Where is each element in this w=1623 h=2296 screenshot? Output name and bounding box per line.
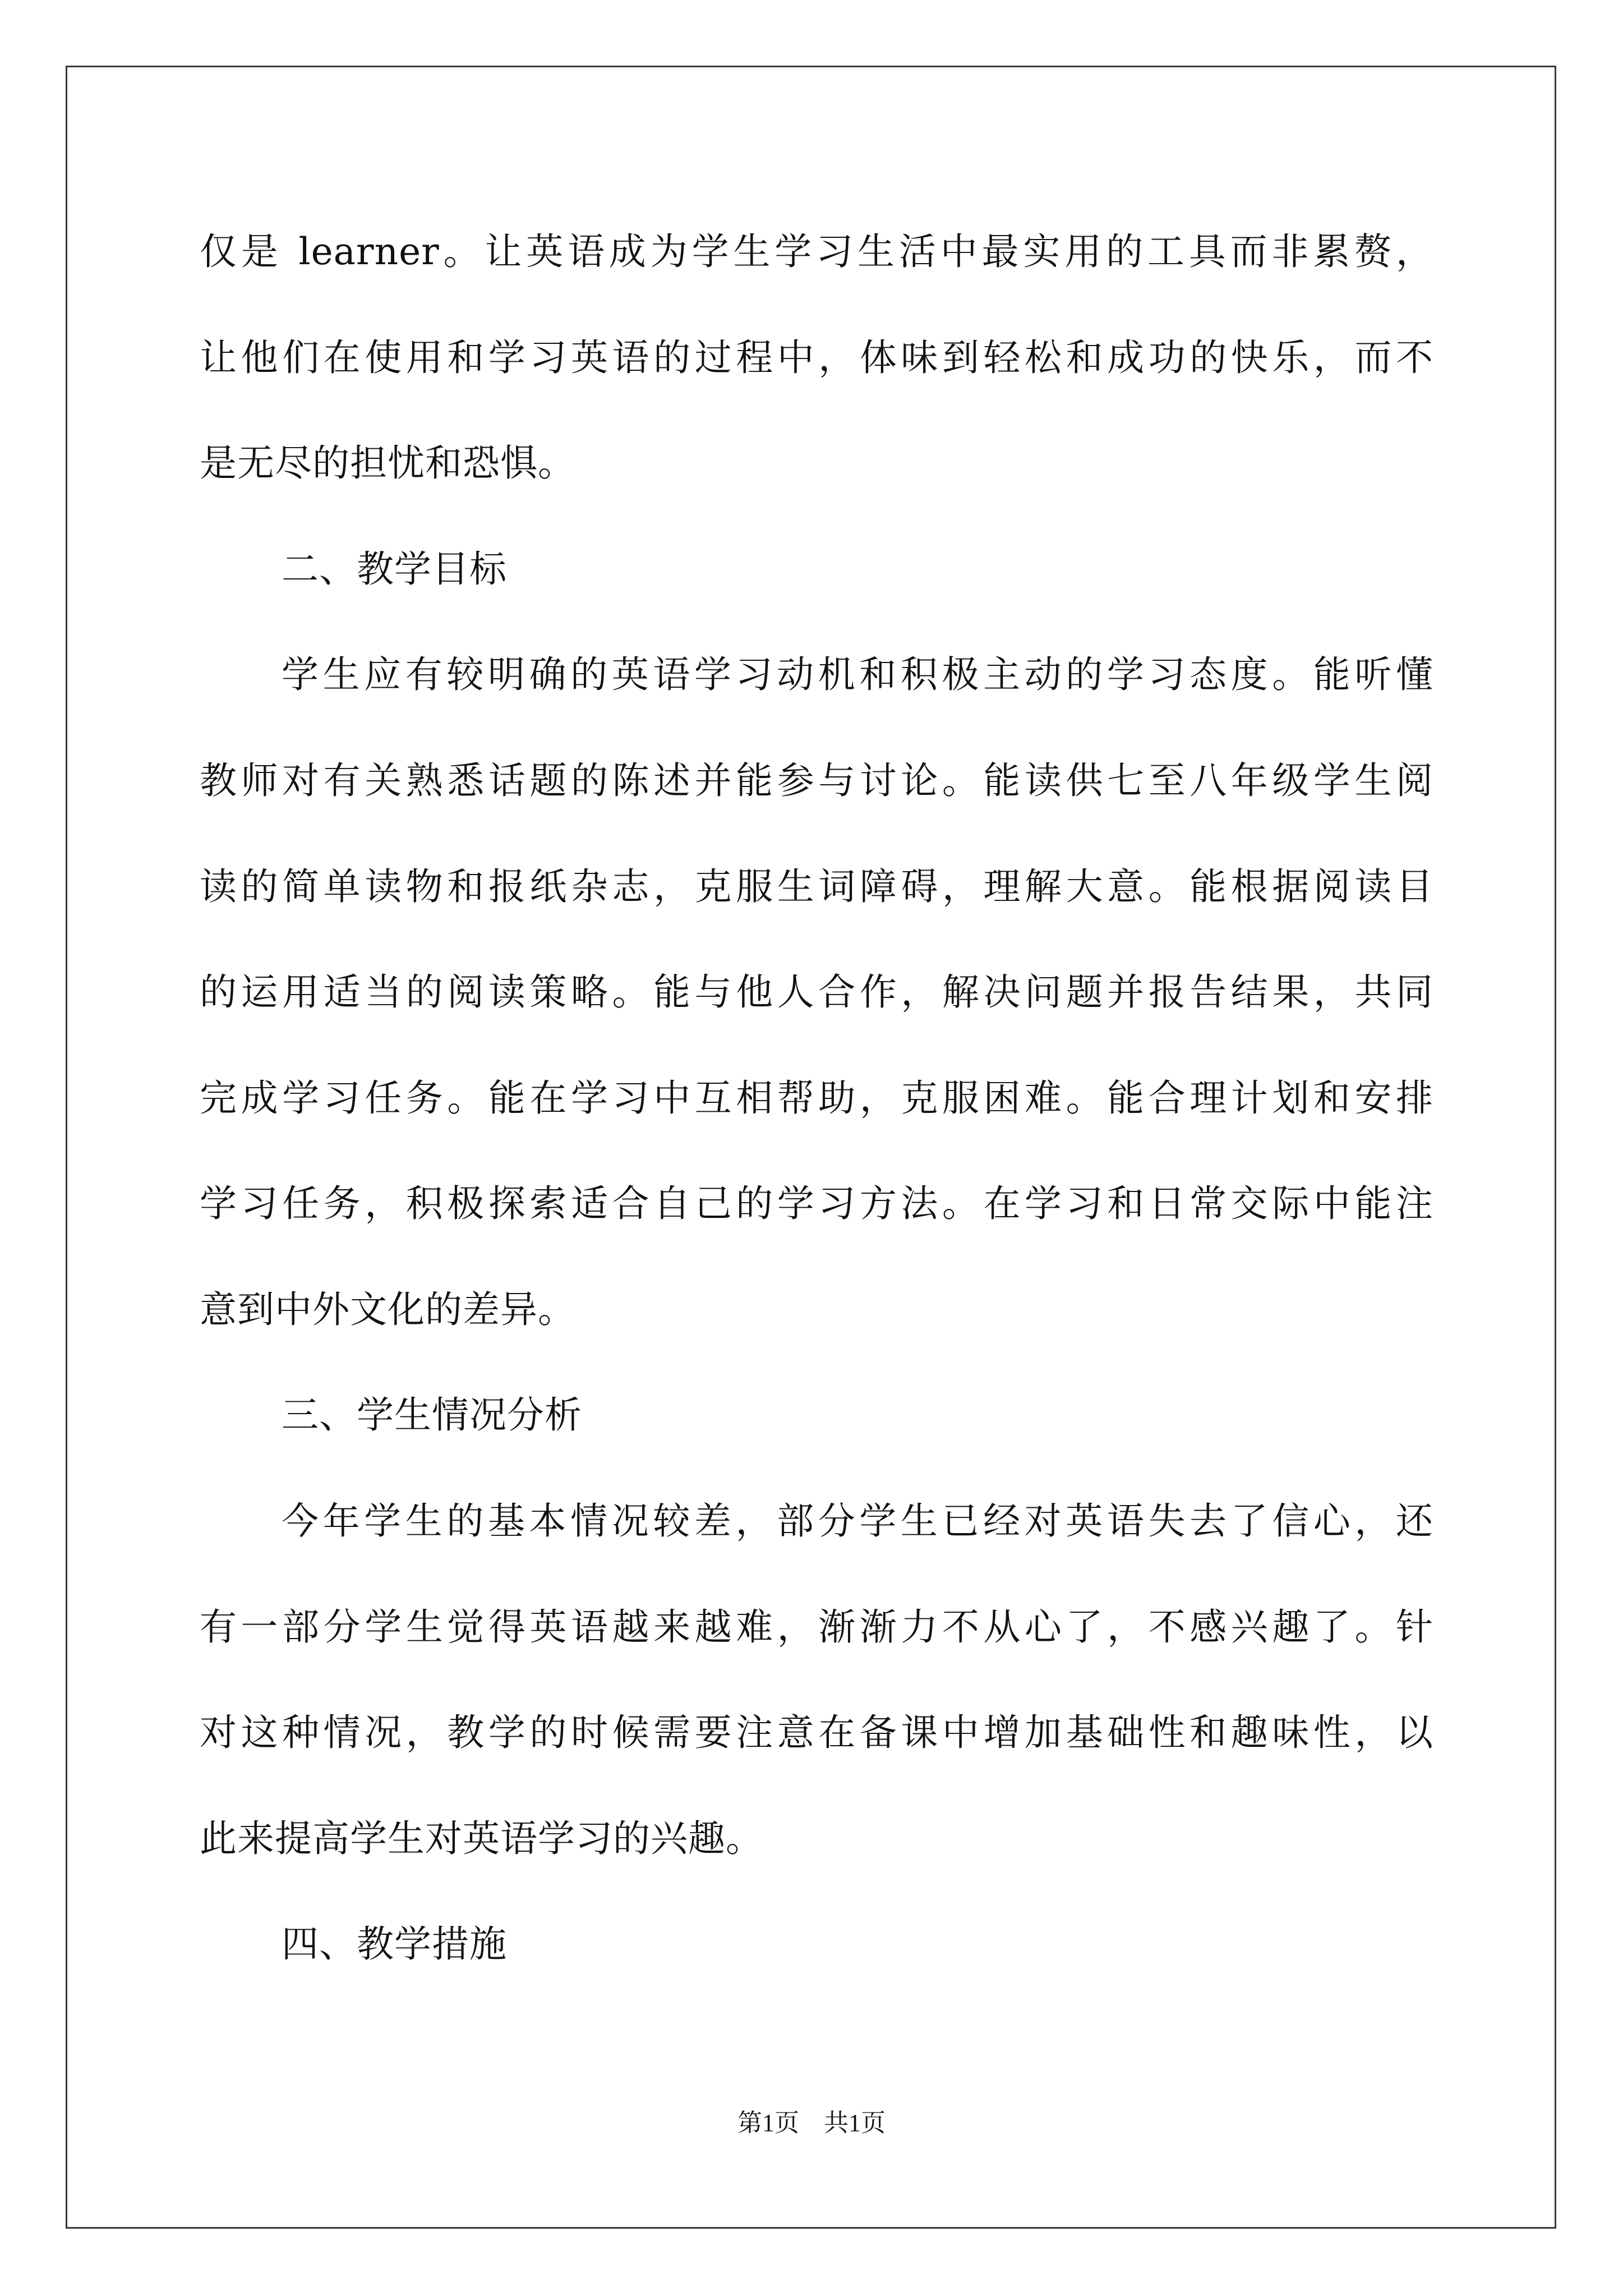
page-footer: 第1页 共1页 xyxy=(737,2109,886,2137)
text-line-7: 读的简单读物和报纸杂志，克服生词障碍，理解大意。能根据阅读目 xyxy=(200,865,1433,908)
text-line-2: 让他们在使用和学习英语的过程中，体味到轻松和成功的快乐，而不 xyxy=(200,336,1433,379)
text-line-14: 有一部分学生觉得英语越来越难，渐渐力不从心了，不感兴趣了。针 xyxy=(200,1605,1433,1649)
text-line-16: 此来提高学生对英语学习的兴趣。 xyxy=(200,1817,763,1860)
text-line-1: 仅是 learner。让英语成为学生学习生活中最实用的工具而非累赘， xyxy=(200,230,1433,273)
text-line-5: 学生应有较明确的英语学习动机和积极主动的学习态度。能听懂 xyxy=(282,653,1433,696)
text-line-11: 意到中外文化的差异。 xyxy=(200,1288,575,1331)
section-heading-student-analysis: 三、学生情况分析 xyxy=(282,1393,582,1437)
section-heading-teaching-measures: 四、教学措施 xyxy=(282,1922,507,1966)
text-line-13: 今年学生的基本情况较差，部分学生已经对英语失去了信心，还 xyxy=(282,1499,1433,1543)
text-line-9: 完成学习任务。能在学习中互相帮助，克服困难。能合理计划和安排 xyxy=(200,1076,1433,1120)
section-heading-teaching-goals: 二、教学目标 xyxy=(282,547,507,591)
text-line-3: 是无尽的担忧和恐惧。 xyxy=(200,441,575,485)
text-line-15: 对这种情况，教学的时候需要注意在备课中增加基础性和趣味性，以 xyxy=(200,1711,1433,1754)
text-line-10: 学习任务，积极探索适合自己的学习方法。在学习和日常交际中能注 xyxy=(200,1182,1433,1225)
text-line-8: 的运用适当的阅读策略。能与他人合作，解决问题并报告结果，共同 xyxy=(200,970,1433,1014)
text-line-6: 教师对有关熟悉话题的陈述并能参与讨论。能读供七至八年级学生阅 xyxy=(200,759,1433,802)
